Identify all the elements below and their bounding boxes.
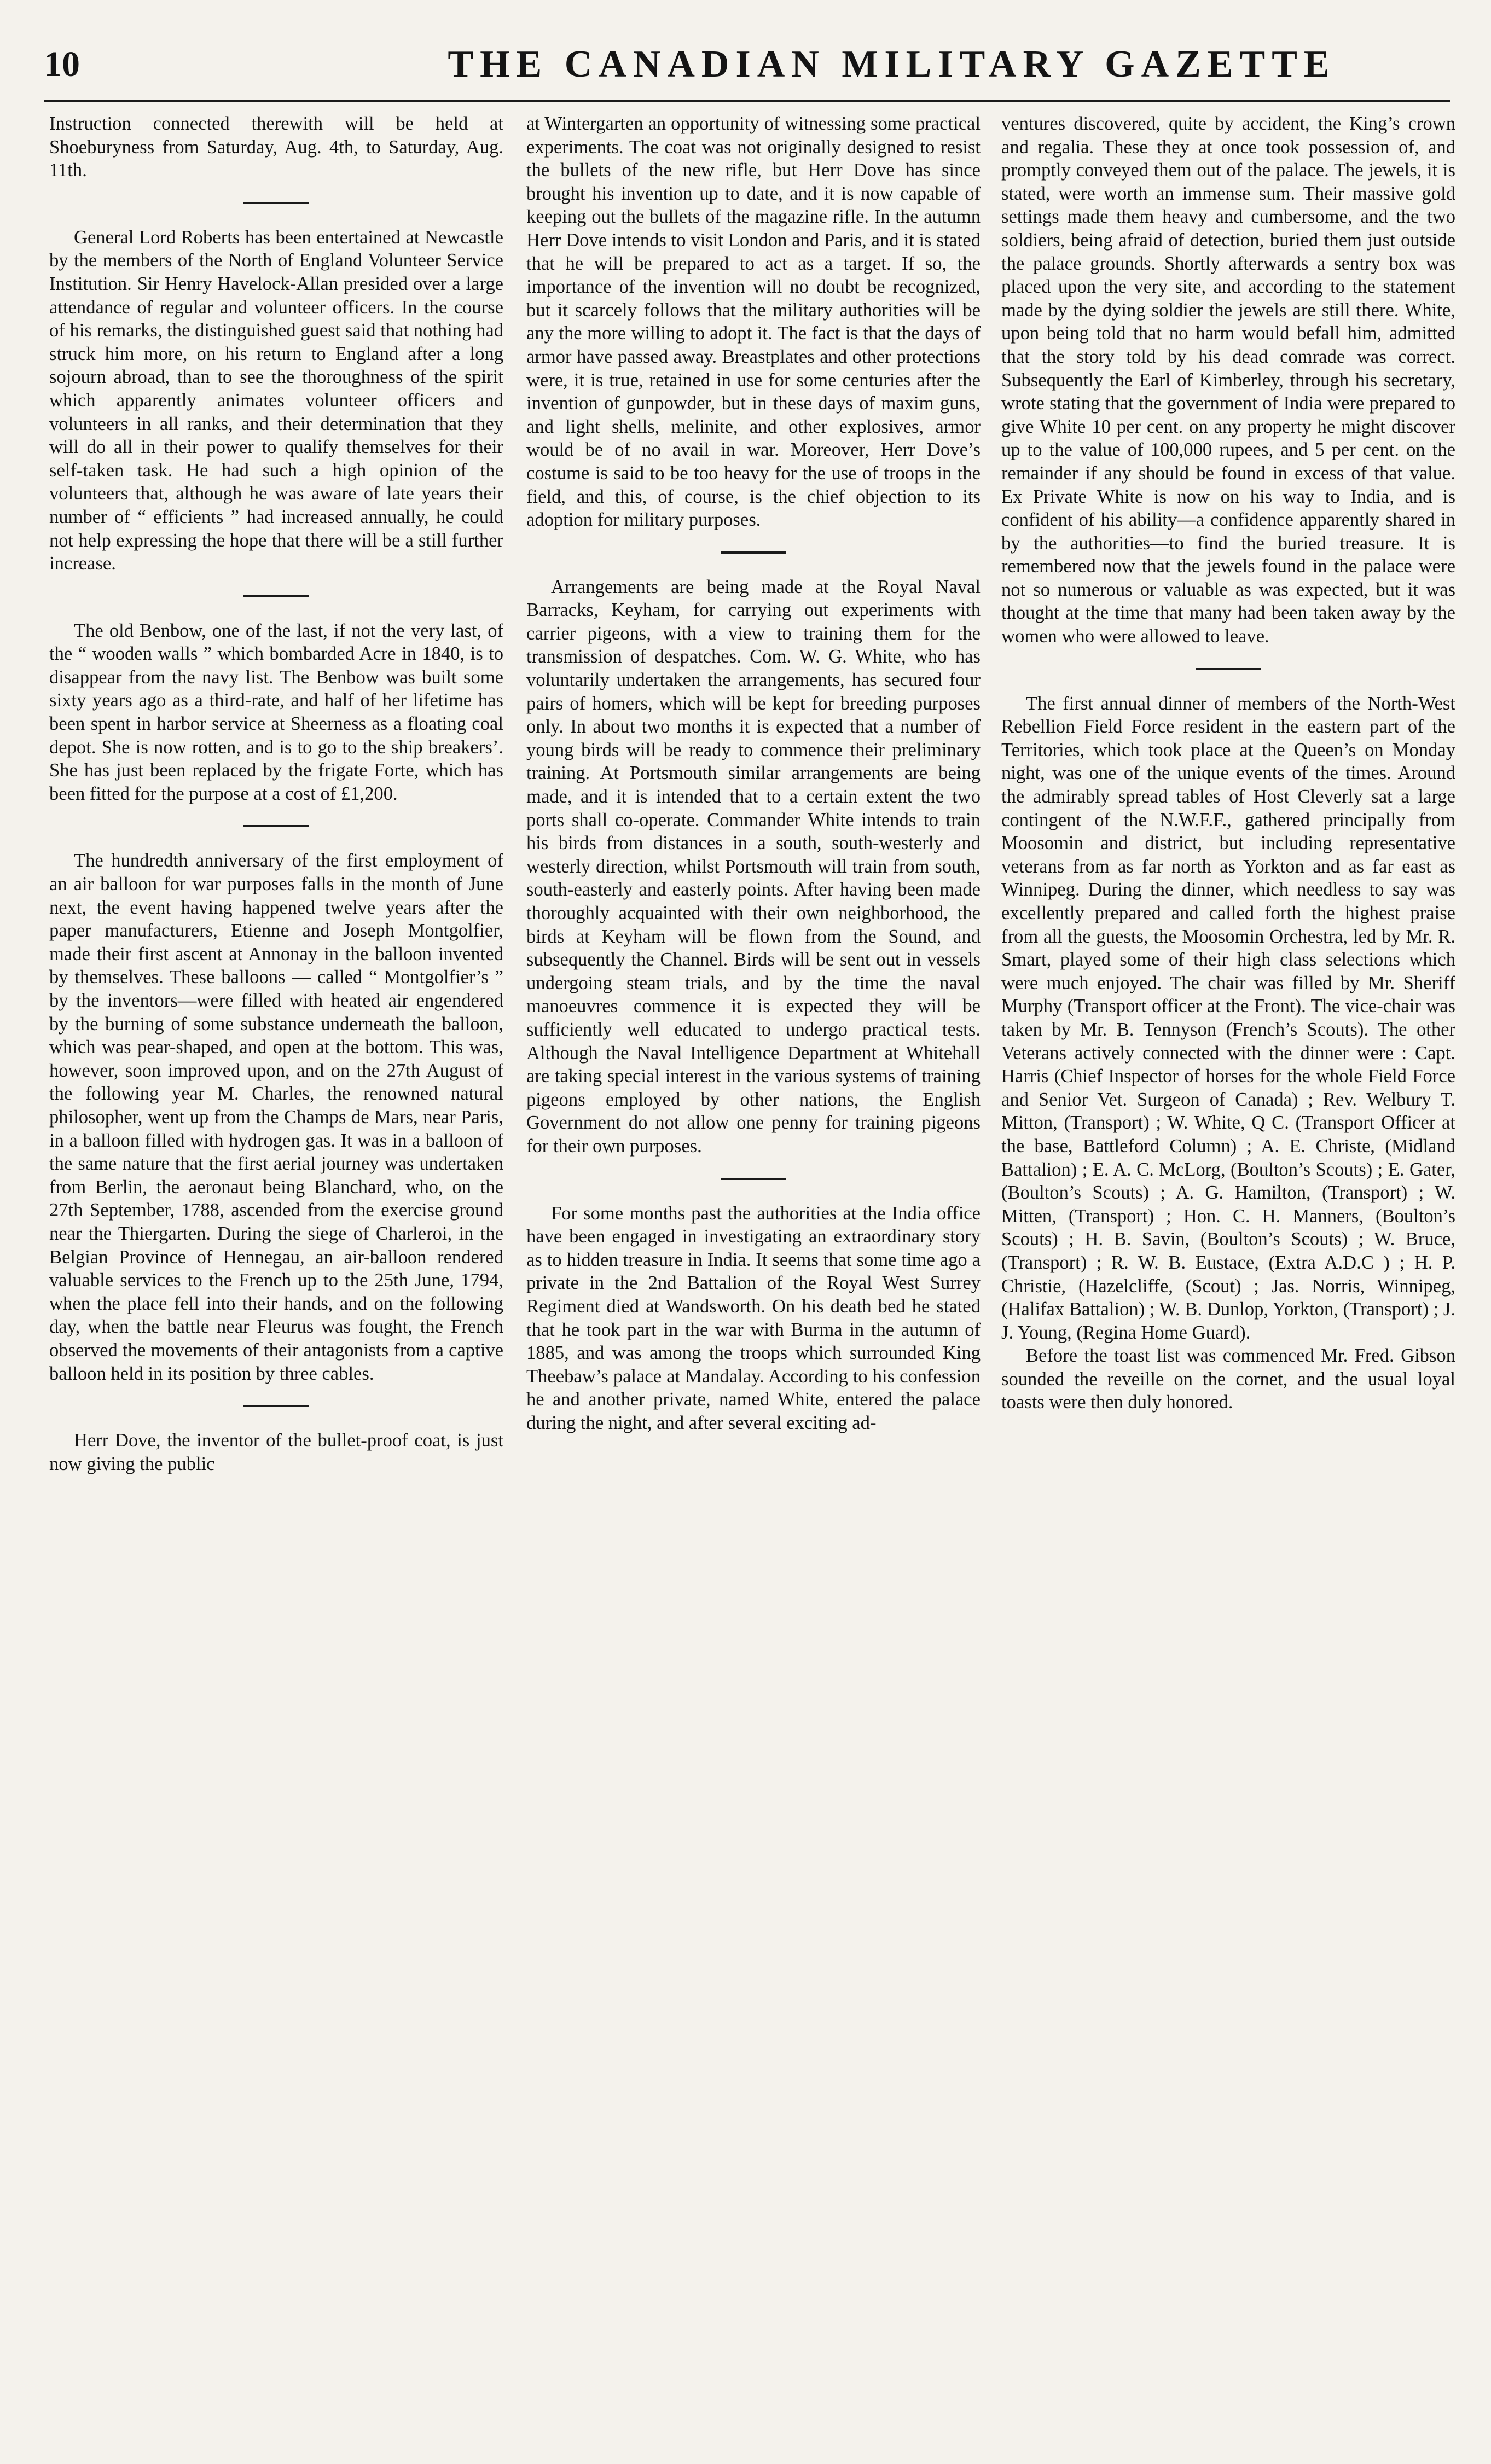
article-divider	[243, 202, 309, 204]
article-paragraph: Herr Dove, the inventor of the bullet-proof coat, is just now giving the public	[49, 1430, 503, 1474]
article-divider	[243, 825, 309, 827]
page-number: 10	[44, 44, 80, 84]
article-divider	[1196, 668, 1261, 670]
article-divider	[243, 1405, 309, 1407]
article-paragraph: ventures discovered, quite by accident, the King’s crown and regalia. These they at once took possession of, and promptly conveyed them out of the palace. The jewels, it is stated, were worth an immense sum. Their massive gold settings made them heavy and cumbersome, and the two soldiers, being afraid of detection, buried them just outside the palace grounds. Shortly afterwards a sentry box was placed upon the very site, and according to the statement made by the dying soldier the jewels are still there. White, upon being told that no harm would befall him, admitted that the story told by his dead comrade was correct. Subsequently the Earl of Kimberley, through his secretary, wrote stating that the government of India were prepared to give White 10 per cent. on any property he might discover up to the value of 100,000 rupees, and 5 per cent. on the remainder if any should be found in excess of that value. Ex Private White is now on his way to India, and is confident of his ability—a confidence apparently shared in by the authorities—to find the buried treasure. It is remembered now that the jewels found in the palace were not so numerous or valuable as was expected, but it was thought at the time that many had been taken away by the women who were allowed to leave.	[1001, 113, 1455, 647]
article-divider	[721, 1178, 786, 1180]
article-paragraph: Instruction connected therewith will be held at Shoeburyness from Saturday, Aug. 4th, to Saturday, Aug. 11th.	[49, 113, 503, 181]
article-paragraph: For some months past the authorities at the India office have been engaged in investigating an extraordinary story as to hidden treasure in India. It seems that some time ago a private in the 2nd Battalion of the Royal West Surrey Regiment died at Wandsworth. On his death bed he stated that he took part in the war with Burma in the autumn of 1885, and was among the troops which surrounded King Theebaw’s palace at Mandalay. According to his confession he and another private, named White, entered the palace during the night, and after several exciting ad-	[526, 1202, 981, 1433]
page-header	[44, 38, 1450, 98]
article-paragraph: The old Benbow, one of the last, if not the very last, of the “ wooden walls ” which bombarded Acre in 1840, is to disappear from the navy list. The Benbow was built some sixty years ago as a third-rate, and half of her lifetime has been spent in harbor service at Sheerness as a floating coal depot. She is now rotten, and is to go to the ship breakers’. She has just been replaced by the frigate Forte, which has been fitted for the purpose at a cost of £1,200.	[49, 620, 503, 804]
article-paragraph: General Lord Roberts has been entertained at Newcastle by the members of the North of England Volunteer Service Institution. Sir Henry Havelock-Allan presided over a large attendance of regular and volunteer officers. In the course of his remarks, the distinguished guest said that nothing had struck him more, on his return to England after a long sojourn abroad, than to see the thoroughness of the spirit which apparently animates volunteer officers and volunteers in all ranks, and their determination that they will do all in their power to qualify themselves for their self-taken task. He had such a high opinion of the volunteers that, although he was aware of late years their number of “ efficients ” had increased annually, he could not help expressing the hope that there will be a still further increase.	[49, 226, 503, 574]
header-rule	[44, 100, 1450, 102]
column-1	[49, 112, 503, 2426]
article-paragraph: at Wintergarten an opportunity of witnessing some practical experiments. The coat was not originally designed to resist the bullets of the new rifle, but Herr Dove has since brought his invention up to date, and it is now capable of keeping out the bullets of the magazine rifle. In the autumn Herr Dove intends to visit London and Paris, and it is stated that he will be prepared to act as a target. If so, the importance of the invention will no doubt be recognized, but it scarcely follows that the military authorities will be any the more willing to adopt it. The fact is that the days of armor have passed away. Breastplates and other protections were, it is true, retained in use for some centuries after the invention of gunpowder, but in these days of maxim guns, and light shells, melinite, and other explosives, armor would be of no avail in war. Moreover, Herr Dove’s costume is said to be too heavy for the use of troops in the field, and this, of course, is the chief objection to its adoption for military purposes.	[526, 113, 981, 531]
article-paragraph: Arrangements are being made at the Royal Naval Barracks, Keyham, for carrying out experiments with carrier pigeons, with a view to training them for the transmission of despatches. Com. W. G. White, who has voluntarily undertaken the arrangements, has secured four pairs of homers, which will be kept for breeding purposes only. In about two months it is expected that a number of young birds will be ready to commence their preliminary training. At Portsmouth similar arrangements are being made, and it is intended that to a certain extent the two ports shall co-operate. Commander White intends to train his birds from distances in a south, south-westerly and westerly direction, whilst Portsmouth will train from south, south-easterly and easterly points. After having been made thoroughly acquainted with their own neighborhood, the birds at Keyham will be flown from the Sound, and subsequently the Channel. Birds will be sent out in vessels undergoing steam trials, and by the time the naval manoeuvres commence it is expected they will be sufficiently well educated to undergo practical tests. Although the Naval Intelligence Department at Whitehall are taking special interest in the various systems of training pigeons employed by other nations, the English Government do not allow one penny for training pigeons for their own purposes.	[526, 576, 981, 1157]
article-divider	[243, 595, 309, 597]
column-2	[526, 112, 981, 2426]
article-paragraph: Before the toast list was commenced Mr. Fred. Gibson sounded the reveille on the cornet, and the usual loyal toasts were then duly honored.	[1001, 1345, 1455, 1413]
article-paragraph: The first annual dinner of members of the North-West Rebellion Field Force resident in the eastern part of the Territories, which took place at the Queen’s on Monday night, was one of the unique events of the times. Around the admirably spread tables of Host Cleverly sat a large contingent of the N.W.F.F., gathered principally from Moosomin and district, but including representative veterans from as far north as Yorkton and as far east as Winnipeg. During the dinner, which needless to say was excellently prepared and called forth the highest praise from all the guests, the Moosomin Orchestra, led by Mr. R. Smart, played some of their high class selections which were much enjoyed. The chair was filled by Mr. Sheriff Murphy (Transport officer at the Front). The vice-chair was taken by Mr. B. Tennyson (French’s Scouts). The other Veterans actively connected with the dinner were : Capt. Harris (Chief Inspector of horses for the whole Field Force and Senior Vet. Surgeon of Canada) ; Rev. Welbury T. Mitton, (Transport) ; W. White, Q C. (Transport Officer at the base, Battleford Column) ; A. E. Christe, (Midland Battalion) ; E. A. C. McLorg, (Boulton’s Scouts) ; E. Gater, (Boulton’s Scouts) ; A. G. Hamilton, (Transport) ; W. Mitten, (Transport) ; Hon. C. H. Manners, (Boulton’s Scouts) ; H. B. Savin, (Boulton’s Scouts) ; W. Bruce, (Transport) ; R. W. B. Eustace, (Extra A.D.C ) ; H. P. Christie, (Hazelcliffe, (Scout) ; Jas. Norris, Winnipeg, (Halifax Battalion) ; W. B. Dunlop, Yorkton, (Transport) ; J. J. Young, (Regina Home Guard).	[1001, 693, 1455, 1343]
masthead-title: THE CANADIAN MILITARY GAZETTE	[448, 43, 1336, 85]
article-divider	[721, 551, 786, 554]
article-paragraph: The hundredth anniversary of the first employment of an air balloon for war purposes falls in the month of June next, the event having happened twelve years after the paper manufacturers, Etienne and Joseph Montgolfier, made their first ascent at Annonay in the balloon invented by themselves. These balloons — called “ Montgolfier’s ” by the inventors—were filled with heated air engendered by the burning of some substance underneath the balloon, which was pear-shaped, and open at the bottom. This was, however, soon improved upon, and on the 27th August of the following year M. Charles, the renowned natural philosopher, went up from the Champs de Mars, near Paris, in a balloon filled with hydrogen gas. It was in a balloon of the same nature that the first aerial journey was undertaken from Berlin, the aeronaut being Blanchard, who, on the 27th September, 1788, ascended from the exercise ground near the Thiergarten. During the siege of Charleroi, in the Belgian Province of Hennegau, an air-balloon rendered valuable services to the French up to the 25th June, 1794, when the place fell into their hands, and on the following day, when the battle near Fleurus was fought, the French observed the movements of their antagonists from a captive balloon held in its position by three cables.	[49, 850, 503, 1384]
column-3	[1001, 112, 1455, 2426]
